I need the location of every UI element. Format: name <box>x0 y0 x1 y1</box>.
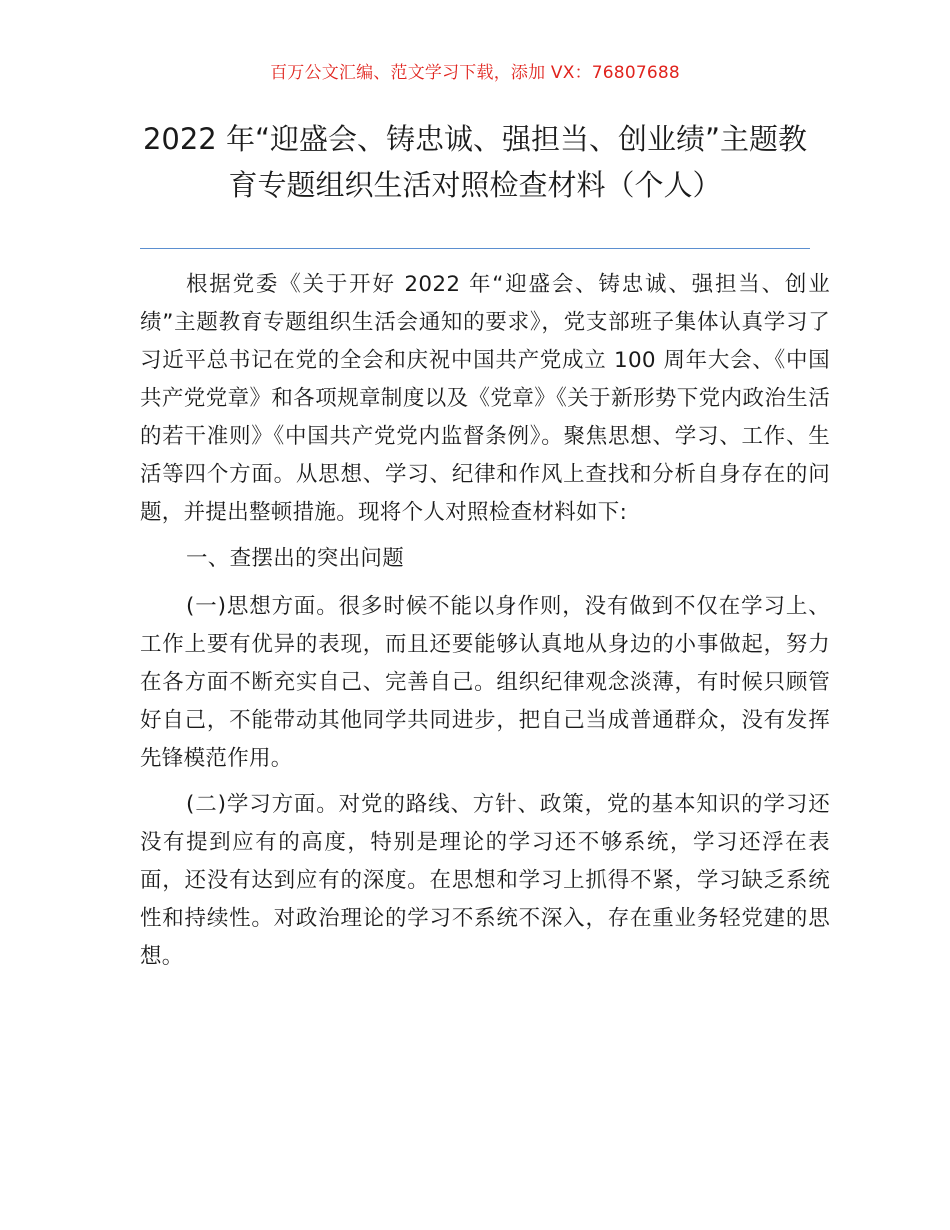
paragraph-study: (二)学习方面。对党的路线、方针、政策，党的基本知识的学习还没有提到应有的高度，特别是理论的学习还不够系统，学习还浮在表面，还没有达到应有的深度。在思想和学习上抓得不紧，学习缺乏系统性和持续性。对政治理论的学习不系统不深入，存在重业务轻党建的思想。 <box>140 792 830 969</box>
document-title: 2022 年“迎盛会、铸忠诚、强担当、创业绩”主题教育专题组织生活对照检查材料（个人） <box>142 122 808 202</box>
title-divider <box>140 248 810 249</box>
header-note: 百万公文汇编、范文学习下载，添加 VX：76807688 <box>270 63 680 83</box>
document-body <box>140 266 830 984</box>
paragraph-intro: 根据党委《关于开好 2022 年“迎盛会、铸忠诚、强担当、创业绩”主题教育专题组织生活会通知的要求》，党支部班子集体认真学习了习近平总书记在党的全会和庆祝中国共产党成立 100 周年大会、《中国共产党党章》和各项规章制度以及《党章》《关于新形势下党内政治生活的若干准则》《中国共产党党内监督条例》。聚焦思想、学习、工作、生活等四个方面。从思想、学习、纪律和作风上查找和分析自身存在的问题，并提出整顿措施。现将个人对照检查材料如下: <box>140 272 830 525</box>
paragraph-thought: (一)思想方面。很多时候不能以身作则，没有做到不仅在学习上、工作上要有优异的表现，而且还要能够认真地从身边的小事做起，努力在各方面不断充实自己、完善自己。组织纪律观念淡薄，有时候只顾管好自己，不能带动其他同学共同进步，把自己当成普通群众，没有发挥先锋模范作用。 <box>140 594 830 771</box>
section-heading: 一、查摆出的突出问题 <box>186 546 405 571</box>
